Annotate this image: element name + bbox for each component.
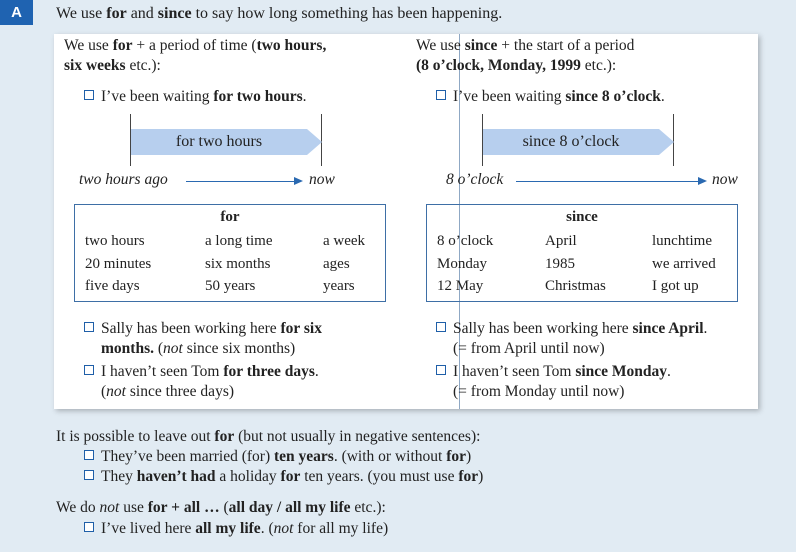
timeline-start-label: two hours ago [79,171,168,188]
timeline-axis [186,181,296,182]
for-example-tom: I haven’t seen Tom for three days. (not since three days) [84,362,319,402]
table-cell: April [545,233,577,249]
duration-arrow-label: since 8 o’clock [522,133,620,150]
timeline-end-label: now [712,171,738,188]
timeline-axis [516,181,700,182]
bullet-box-icon [84,90,94,100]
since-rule-heading: We use since + the start of a period (8 o’clock, Monday, 1999 etc.): [416,37,635,74]
bullet-box-icon [84,450,94,460]
for-example-waiting: I’ve been waiting for two hours. [84,87,307,107]
since-column [416,34,764,409]
since-word-table [426,204,738,302]
intro-sentence: We use for and since to say how long something has been happening. [56,5,503,22]
bullet-box-icon [84,365,94,375]
timeline-arrowhead-icon [294,177,303,185]
bullet-box-icon [436,365,446,375]
for-word-table [74,204,386,302]
table-cell: I got up [652,278,699,294]
table-cell: a long time [205,233,273,249]
table-cell: 12 May [437,278,484,294]
bullet-box-icon [436,322,446,332]
for-example-sally: Sally has been working here for six months. (not since six months) [84,319,322,359]
duration-arrow-label: for two hours [175,133,263,150]
since-example-sally: Sally has been working here since April. (= from April until now) [436,319,707,359]
table-cell: five days [85,278,140,294]
since-example-waiting: I’ve been waiting since 8 o’clock. [436,87,665,107]
since-example-tom: I haven’t seen Tom since Monday. (= from Monday until now) [436,362,671,402]
bullet-box-icon [84,322,94,332]
table-cell: two hours [85,233,145,249]
timeline-arrowhead-icon [698,177,707,185]
holiday-example: They haven’t had a holiday for ten years. (you must use for) [84,468,483,486]
table-cell: a week [323,233,366,249]
table-cell: years [323,278,355,294]
for-all-note: We do not use for + all … (all day / all my life etc.): [56,499,386,516]
all-my-life-example: I’ve lived here all my life. (not for all my life) [84,520,388,538]
bullet-box-icon [84,522,94,532]
section-badge: A [0,0,33,25]
table-cell: we arrived [652,256,716,272]
for-column [64,34,412,409]
table-cell: ages [323,256,350,272]
table-cell: Christmas [545,278,606,294]
married-example: They’ve been married (for) ten years. (with or without for) [84,448,471,466]
comparison-panel [54,34,758,409]
table-cell: six months [205,256,271,272]
for-table-title: for [220,209,240,225]
table-cell: 1985 [545,256,575,272]
timeline-start-label: 8 o’clock [446,171,504,188]
for-rule-heading: We use for + a period of time (two hours, six weeks etc.): [64,37,327,74]
table-cell: 20 minutes [85,256,152,272]
timeline-end-label: now [309,171,335,188]
table-cell: lunchtime [652,233,712,249]
table-cell: Monday [437,256,487,272]
leave-out-for-note: It is possible to leave out for (but not usually in negative sentences): [56,428,481,445]
since-table-title: since [566,209,598,225]
table-cell: 8 o’clock [437,233,494,249]
bullet-box-icon [436,90,446,100]
bullet-box-icon [84,470,94,480]
table-cell: 50 years [205,278,256,294]
